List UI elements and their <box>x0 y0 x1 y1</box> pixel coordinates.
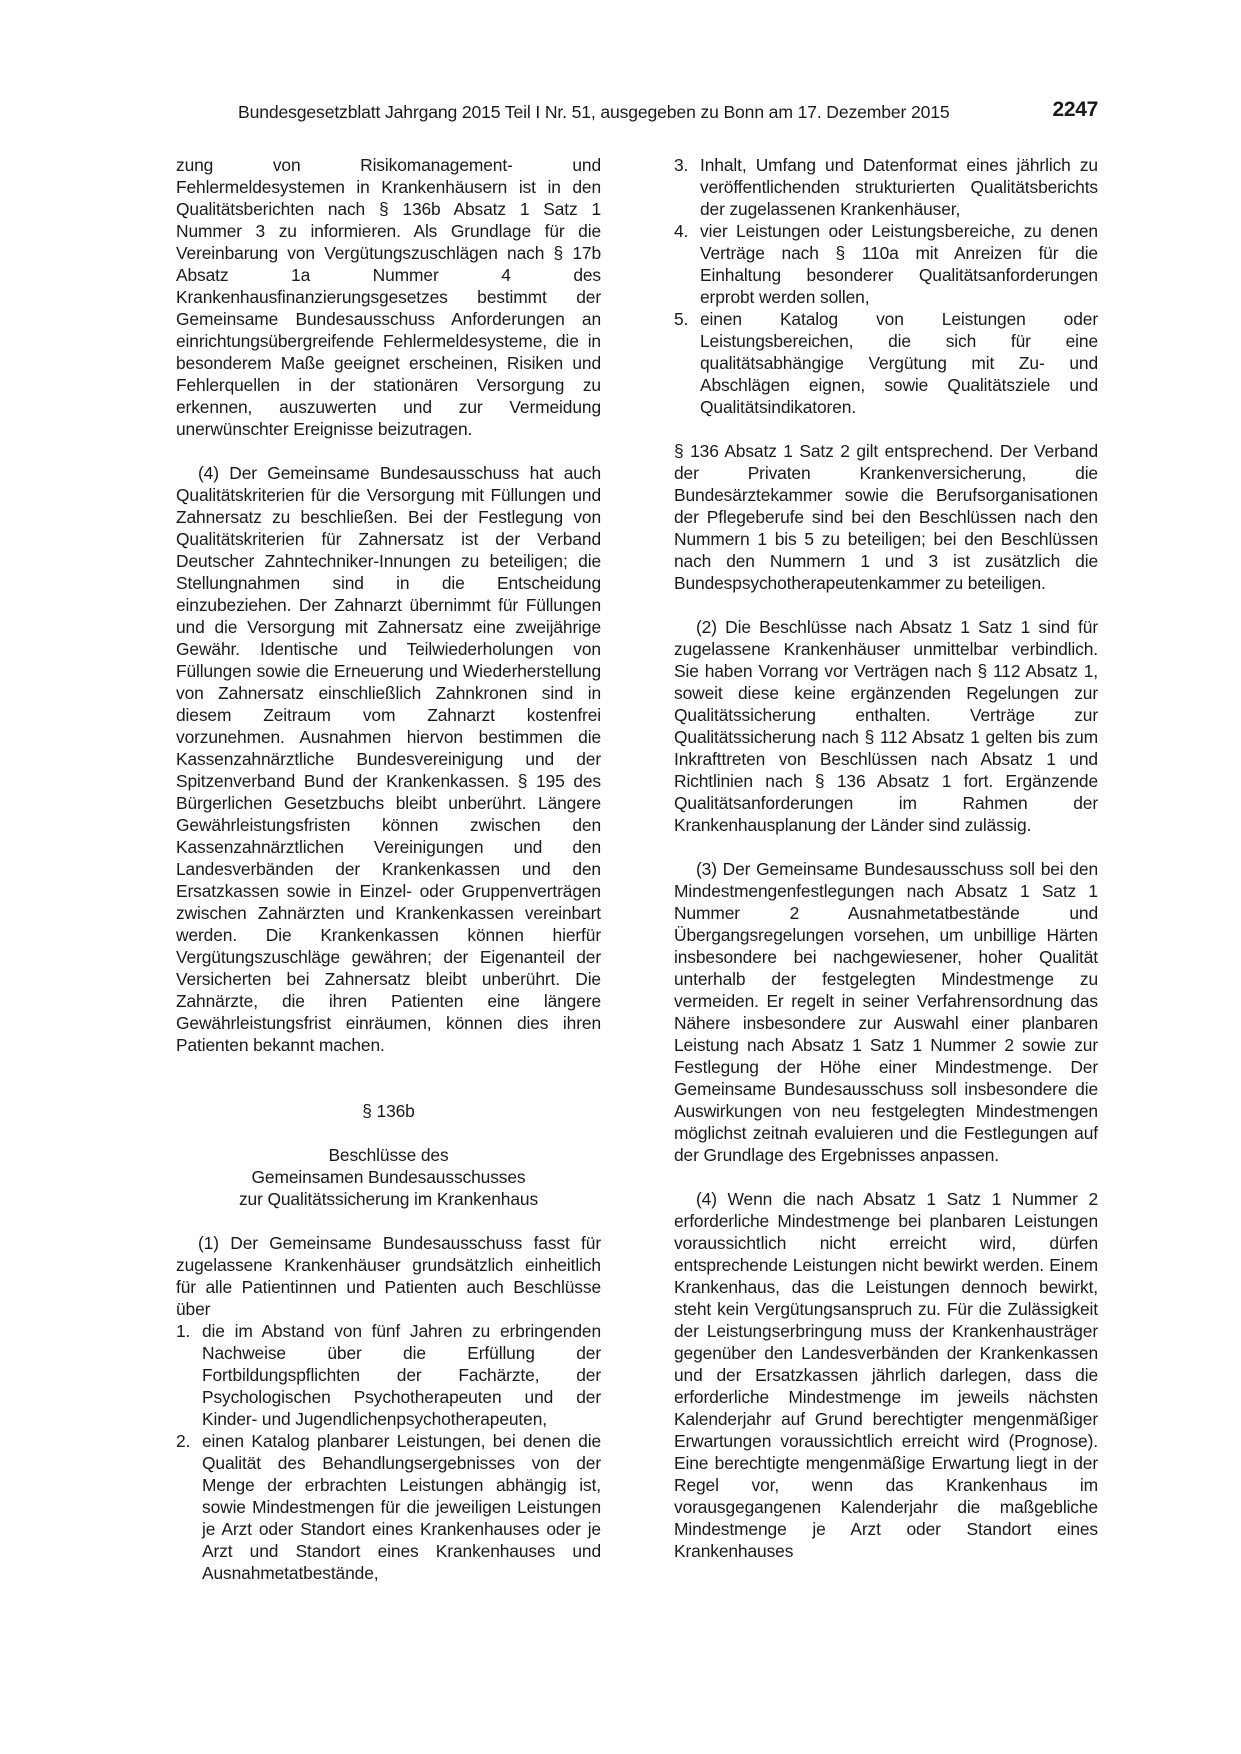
list-item <box>176 1430 601 1584</box>
list-item <box>674 308 1098 418</box>
list-item <box>674 154 1098 220</box>
list-item-number: 4. <box>674 221 689 241</box>
list-item-text: Inhalt, Umfang und Datenformat eines jährlich zu veröffentlichenden strukturierten Qualitätsberichts der zugelassenen Krankenhäuser, <box>700 155 1098 219</box>
section-number: § 136b <box>362 1101 415 1121</box>
closing-paragraph: § 136 Absatz 1 Satz 2 gilt entsprechend. Der Verband der Privaten Krankenversicherung, die Bundesärztekammer sowie die Berufsorganisationen der Pflegeberufe sind bei den Beschlüssen nach den Nummern 1 bis 5 zu beteiligen; bei den Beschlüssen nach den Nummern 1 und 3 ist zusätzlich die Bundespsychotherapeutenkammer zu beteiligen. <box>674 441 1098 593</box>
running-header <box>174 96 1098 126</box>
list-item <box>176 1320 601 1430</box>
list-item-text: einen Katalog planbarer Leistungen, bei denen die Qualität des Behandlungsergebnisses von der Menge der erbrachten Leistungen abhängig ist, sowie Mindestmengen für die jeweiligen Leistungen je Arzt oder Standort eines Krankenhauses oder je Arzt und Standort eines Krankenhauses und Ausnahmetatbestände, <box>202 1431 601 1583</box>
left-column <box>176 154 601 1584</box>
paragraph-1-decisions: (1) Der Gemeinsame Bundesausschuss fasst für zugelassene Krankenhäuser grundsätzlich einheitlich für alle Patientinnen und Patienten auch Beschlüsse über <box>176 1233 601 1319</box>
list-item-number: 1. <box>176 1321 191 1341</box>
right-column <box>674 154 1098 1562</box>
section-title <box>176 1144 601 1210</box>
list-item-number: 2. <box>176 1431 191 1451</box>
running-title: Bundesgesetzblatt Jahrgang 2015 Teil I Nr. 51, ausgegeben zu Bonn am 17. Dezember 2015 <box>238 102 950 122</box>
page-number: 2247 <box>1052 98 1098 121</box>
paragraph-4-dental: (4) Der Gemeinsame Bundesausschuss hat auch Qualitätskriterien für die Versorgung mit Füllungen und Zahnersatz zu beschließen. Bei der Festlegung von Qualitätskriterien für Zahnersatz ist der Verband Deutscher Zahntechniker-Innungen zu beteiligen; die Stellungnahmen sind in die Entscheidung einzubeziehen. Der Zahnarzt übernimmt für Füllungen und die Versorgung mit Zahnersatz eine zweijährige Gewähr. Identische und Teilwiederholungen von Füllungen sowie die Erneuerung und Wiederherstellung von Zahnersatz einschließlich Zahnkronen sind in diesem Zeitraum vom Zahnarzt kostenfrei vorzunehmen. Ausnahmen hiervon bestimmen die Kassenzahnärztliche Bundesvereinigung und der Spitzenverband Bund der Krankenkassen. § 195 des Bürgerlichen Gesetzbuchs bleibt unberührt. Längere Gewährleistungsfristen können zwischen den Kassenzahnärztlichen Vereinigungen und den Landesverbänden der Krankenkassen und den Ersatzkassen sowie in Einzel- oder Gruppenverträgen zwischen Zahnärzten und Krankenkassen vereinbart werden. Die Krankenkassen können hierfür Vergütungszuschläge gewähren; der Eigenanteil der Versicherten bei Zahnersatz bleibt unberührt. Die Zahnärzte, die ihren Patienten eine längere Gewährleistungsfrist einräumen, können dies ihren Patienten bekannt machen. <box>176 463 601 1055</box>
list-item-number: 5. <box>674 309 689 329</box>
section-title-line: Beschlüsse des <box>328 1145 449 1165</box>
paragraph-2-binding: (2) Die Beschlüsse nach Absatz 1 Satz 1 sind für zugelassene Krankenhäuser unmittelbar verbindlich. Sie haben Vorrang vor Verträgen nach § 112 Absatz 1, soweit diese keine ergänzenden Regelungen zur Qualitätssicherung enthalten. Verträge zur Qualitätssicherung nach § 112 Absatz 1 gelten bis zum Inkrafttreten von Beschlüssen nach Absatz 1 und Richtlinien nach § 136 Absatz 1 fort. Ergänzende Qualitätsanforderungen im Rahmen der Krankenhausplanung der Länder sind zulässig. <box>674 617 1098 835</box>
paragraph-3-minimum-quantities: (3) Der Gemeinsame Bundesausschuss soll bei den Mindestmengenfestlegungen nach Absatz 1 Satz 1 Nummer 2 Ausnahmetatbestände und Übergangsregelungen vorsehen, um unbillige Härten insbesondere bei nachgewiesener, hoher Qualität unterhalb der festgelegten Mindestmenge zu vermeiden. Er regelt in seiner Verfahrensordnung das Nähere insbesondere zur Auswahl einer planbaren Leistung nach Absatz 1 Satz 1 Nummer 2 sowie zur Festlegung der Höhe einer Mindestmenge. Der Gemeinsame Bundesausschuss soll insbesondere die Auswirkungen von neu festgelegten Mindestmengen möglichst zeitnah evaluieren und die Festlegungen auf der Grundlage des Ergebnisses anpassen. <box>674 859 1098 1165</box>
section-title-line: zur Qualitätssicherung im Krankenhaus <box>238 1189 539 1209</box>
paragraph-4-forecast: (4) Wenn die nach Absatz 1 Satz 1 Nummer 2 erforderliche Mindestmenge bei planbaren Leistungen voraussichtlich nicht erreicht wird, dürfen entsprechende Leistungen nicht bewirkt werden. Einem Krankenhaus, das die Leistungen dennoch bewirkt, steht kein Vergütungsanspruch zu. Für die Zulässigkeit der Leistungserbringung muss der Krankenhausträger gegenüber den Landesverbänden der Krankenkassen und der Ersatzkassen jährlich darlegen, dass die erforderliche Mindestmenge im jeweils nächsten Kalenderjahr auf Grund berechtigter mengenmäßiger Erwartungen voraussichtlich erreicht wird (Prognose). Eine berechtigte mengenmäßige Erwartung liegt in der Regel vor, wenn das Krankenhaus im vorausgegangenen Kalenderjahr die maßgebliche Mindestmenge je Arzt oder Standort eines Krankenhauses <box>674 1189 1098 1561</box>
list-item <box>674 220 1098 308</box>
continuation-paragraph: zung von Risikomanagement- und Fehlermeldesystemen in Krankenhäusern ist in den Qualitätsberichten nach § 136b Absatz 1 Satz 1 Nummer 3 zu informieren. Als Grundlage für die Vereinbarung von Vergütungszuschlägen nach § 17b Absatz 1a Nummer 4 des Krankenhausfinanzierungsgesetzes bestimmt der Gemeinsame Bundesausschuss Anforderungen an einrichtungsübergreifende Fehlermeldesysteme, die in besonderem Maße geeignet erscheinen, Risiken und Fehlerquellen in der stationären Versorgung zu erkennen, auszuwerten und zur Vermeidung unerwünschter Ereignisse beizutragen. <box>176 155 601 439</box>
list-item-text: vier Leistungen oder Leistungsbereiche, zu denen Verträge nach § 110a mit Anreizen für die Einhaltung besonderer Qualitätsanforderungen erprobt werden sollen, <box>700 221 1098 307</box>
list-item-number: 3. <box>674 155 689 175</box>
section-title-line: Gemeinsamen Bundesausschusses <box>251 1167 526 1187</box>
list-item-text: einen Katalog von Leistungen oder Leistungsbereichen, die sich für eine qualitätsabhängige Vergütung mit Zu- und Abschlägen eignen, sowie Qualitätsziele und Qualitätsindikatoren. <box>700 309 1098 417</box>
list-item-text: die im Abstand von fünf Jahren zu erbringenden Nachweise über die Erfüllung der Fortbildungspflichten der Fachärzte, der Psychologischen Psychotherapeuten und der Kinder- und Jugendlichenpsychotherapeuten, <box>202 1321 601 1429</box>
